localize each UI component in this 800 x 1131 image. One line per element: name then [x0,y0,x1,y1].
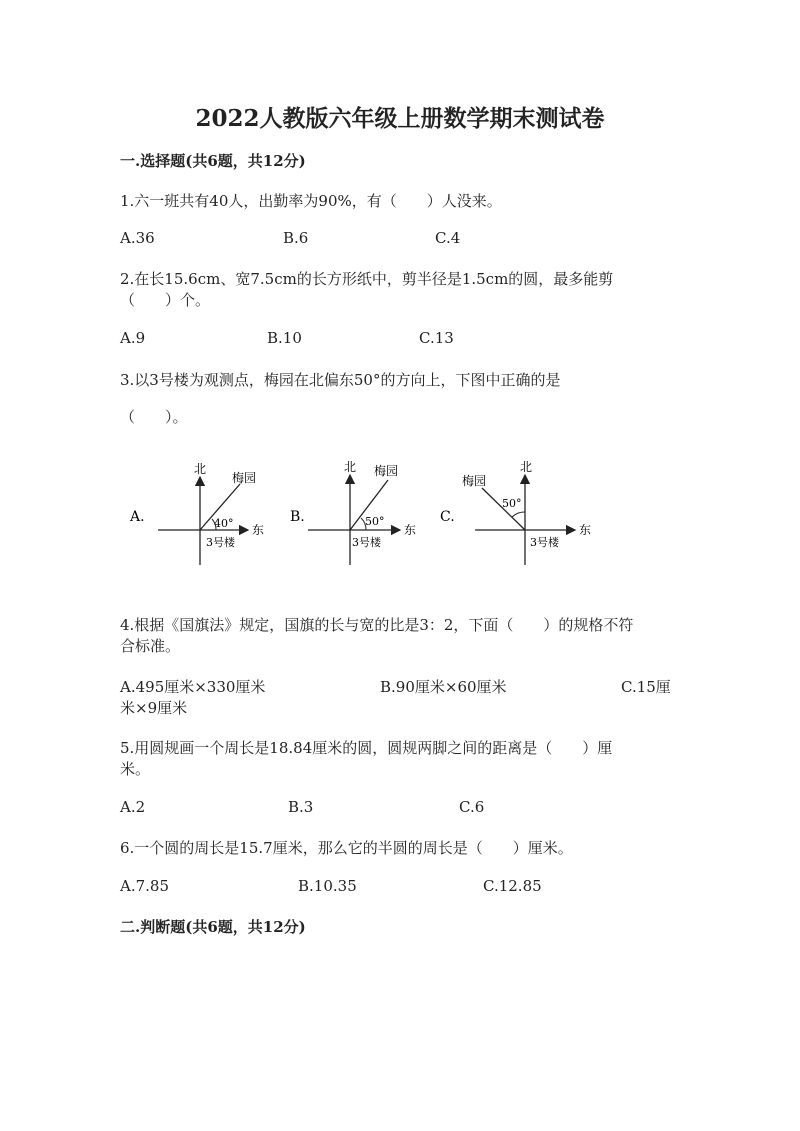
figure-b-north-label: 北 [344,460,357,474]
question-6-option-b: B.10.35 [298,877,357,895]
figure-b-label: B. [290,509,305,525]
question-2-option-c: C.13 [419,329,454,347]
figure-c [440,460,591,565]
figure-a-building-label: 3号楼 [206,536,235,549]
question-2-option-b: B.10 [267,329,302,347]
figure-a-angle-label: 40° [214,517,234,530]
figure-c-label: C. [440,509,455,525]
page-title: 2022人教版六年级上册数学期末测试卷 [195,105,605,132]
figure-c-target-label: 梅园 [462,474,487,488]
figure-c-angle-arc [512,512,525,517]
question-2-option-a: A.9 [120,329,146,347]
question-4-text-line2: 合标准。 [120,637,181,655]
figure-b-east-label: 东 [404,523,417,537]
question-2-text-line2: （ ）个。 [120,291,211,309]
question-1-option-c: C.4 [435,229,461,247]
question-4-option-c-wrap: 米×9厘米 [120,699,188,717]
figure-c-east-label: 东 [579,523,592,537]
question-6-text: 6.一个圆的周长是15.7厘米，那么它的半圆的周长是（ ）厘米。 [120,839,573,857]
figure-a-target-label: 梅园 [232,471,257,485]
question-4-option-a: A.495厘米×330厘米 [120,678,266,696]
figure-c-angle-label: 50° [502,497,522,510]
question-1-text: 1.六一班共有40人，出勤率为90%，有（ ）人没来。 [120,192,502,210]
figure-b [290,460,416,565]
question-5-option-a: A.2 [120,798,146,816]
question-6-option-a: A.7.85 [120,877,169,895]
figure-c-north-label: 北 [520,460,533,474]
figure-c-building-label: 3号楼 [530,536,559,549]
question-1-option-a: A.36 [120,229,155,247]
question-4-option-c: C.15厘 [621,678,671,696]
question-2-text-line1: 2.在长15.6cm、宽7.5cm的长方形纸中，剪半径是1.5cm的圆，最多能剪 [120,270,614,288]
question-3-text-line1: 3.以3号楼为观测点，梅园在北偏东50°的方向上，下图中正确的是 [120,371,561,389]
question-1-option-b: B.6 [283,229,309,247]
question-3-text-line2: （ ）。 [120,408,188,426]
question-5-option-c: C.6 [459,798,485,816]
question-5-option-b: B.3 [288,798,314,816]
question-4-text-line1: 4.根据《国旗法》规定，国旗的长与宽的比是3：2，下面（ ）的规格不符 [120,616,634,634]
section-heading-judgement: 二.判断题(共6题，共12分) [120,918,306,936]
question-4-option-b: B.90厘米×60厘米 [380,678,507,696]
question-3-figures [120,455,600,585]
figure-a [129,462,264,565]
figure-a-north-label: 北 [194,462,207,476]
question-5-text-line1: 5.用圆规画一个周长是18.84厘米的圆，圆规两脚之间的距离是（ ）厘 [120,739,613,757]
question-6-option-c: C.12.85 [483,877,542,895]
figure-a-east-label: 东 [252,523,265,537]
figure-a-label: A. [130,509,145,525]
figure-b-angle-label: 50° [365,515,385,528]
section-heading-choice: 一.选择题(共6题，共12分) [120,152,306,170]
figure-b-building-label: 3号楼 [352,536,381,549]
question-5-text-line2: 米。 [120,760,151,778]
figure-b-target-label: 梅园 [374,464,399,478]
